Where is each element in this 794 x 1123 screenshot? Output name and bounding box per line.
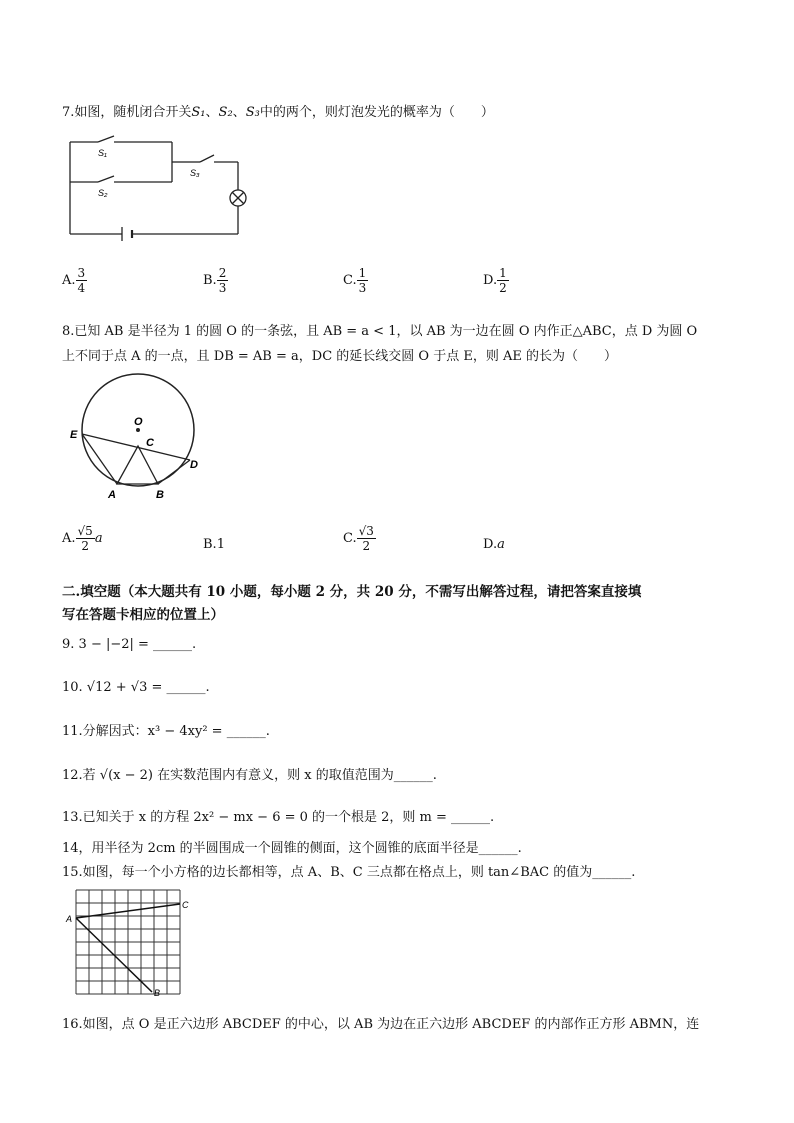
q12: 12.若 √(x − 2) 在实数范围内有意义，则 x 的取值范围为______. [62,768,437,783]
section2-heading-line1: 二.填空题（本大题共有 10 小题，每小题 2 分，共 20 分，不需写出解答过程，请把答案直接填 [62,584,642,600]
section2-heading-line2: 写在答题卡相应的位置上） [62,607,224,623]
label-o: O [134,416,143,428]
grid-diagram [62,884,192,998]
q7-option-c[interactable]: C. $\frac{1}{3}$ [343,266,367,295]
q8-option-d[interactable]: D.a [483,537,505,552]
q7-stem: 7.如图，随机闭合开关S₁、S₂、S₃中的两个，则灯泡发光的概率为（ ） [62,105,494,120]
q15-text: 15.如图，每一个小方格的边长都相等，点 A、B、C 三点都在格点上，则 tan∠BAC 的值为______. [62,865,636,880]
q9: 9. 3 − |−2| = ______. [62,637,197,652]
q8-option-b[interactable]: B.1 [203,537,225,552]
label-d: D [190,459,198,471]
grid-label-c: C [182,900,189,910]
grid-label-b: B [154,988,161,998]
q14: 14，用半径为 2cm 的半圆围成一个圆锥的侧面，这个圆锥的底面半径是______. [62,841,522,856]
label-e: E [70,429,78,441]
label-c: C [146,437,154,449]
q7-option-d[interactable]: D. $\frac{1}{2}$ [483,266,507,295]
circuit-label-s3: S₃ [190,168,200,178]
grid-label-a: A [66,914,73,924]
label-b: B [156,489,164,501]
q11: 11.分解因式：x³ − 4xy² = ______. [62,724,270,739]
circuit-diagram [62,130,257,248]
circle-diagram [62,370,212,505]
q8-line1: 8.已知 AB 是半径为 1 的圆 O 的一条弦，且 AB = a < 1，以 AB 为一边在圆 O 内作正△ABC，点 D 为圆 O [62,324,698,339]
q7-option-b[interactable]: B. $\frac{2}{3}$ [203,266,227,295]
q10: 10. √12 + √3 = ______. [62,680,210,695]
label-a: A [108,489,116,501]
q8-option-c[interactable]: C. $\frac{√3}{2}$ [343,524,374,553]
q13: 13.已知关于 x 的方程 2x² − mx − 6 = 0 的一个根是 2，则 m = ______. [62,810,495,825]
q8-line2: 上不同于点 A 的一点，且 DB = AB = a，DC 的延长线交圆 O 于点 E，则 AE 的长为（ ） [62,349,617,364]
circuit-label-s1: S₁ [98,148,107,158]
q7-option-a[interactable]: A. $\frac{3}{4}$ [62,266,86,295]
q8-option-a[interactable]: A. $\frac{√5}{2}$ a [62,524,103,553]
circuit-label-s2: S₂ [98,188,108,198]
q16: 16.如图，点 O 是正六边形 ABCDEF 的中心，以 AB 为边在正六边形 ABCDEF 的内部作正方形 ABMN，连 [62,1017,700,1032]
